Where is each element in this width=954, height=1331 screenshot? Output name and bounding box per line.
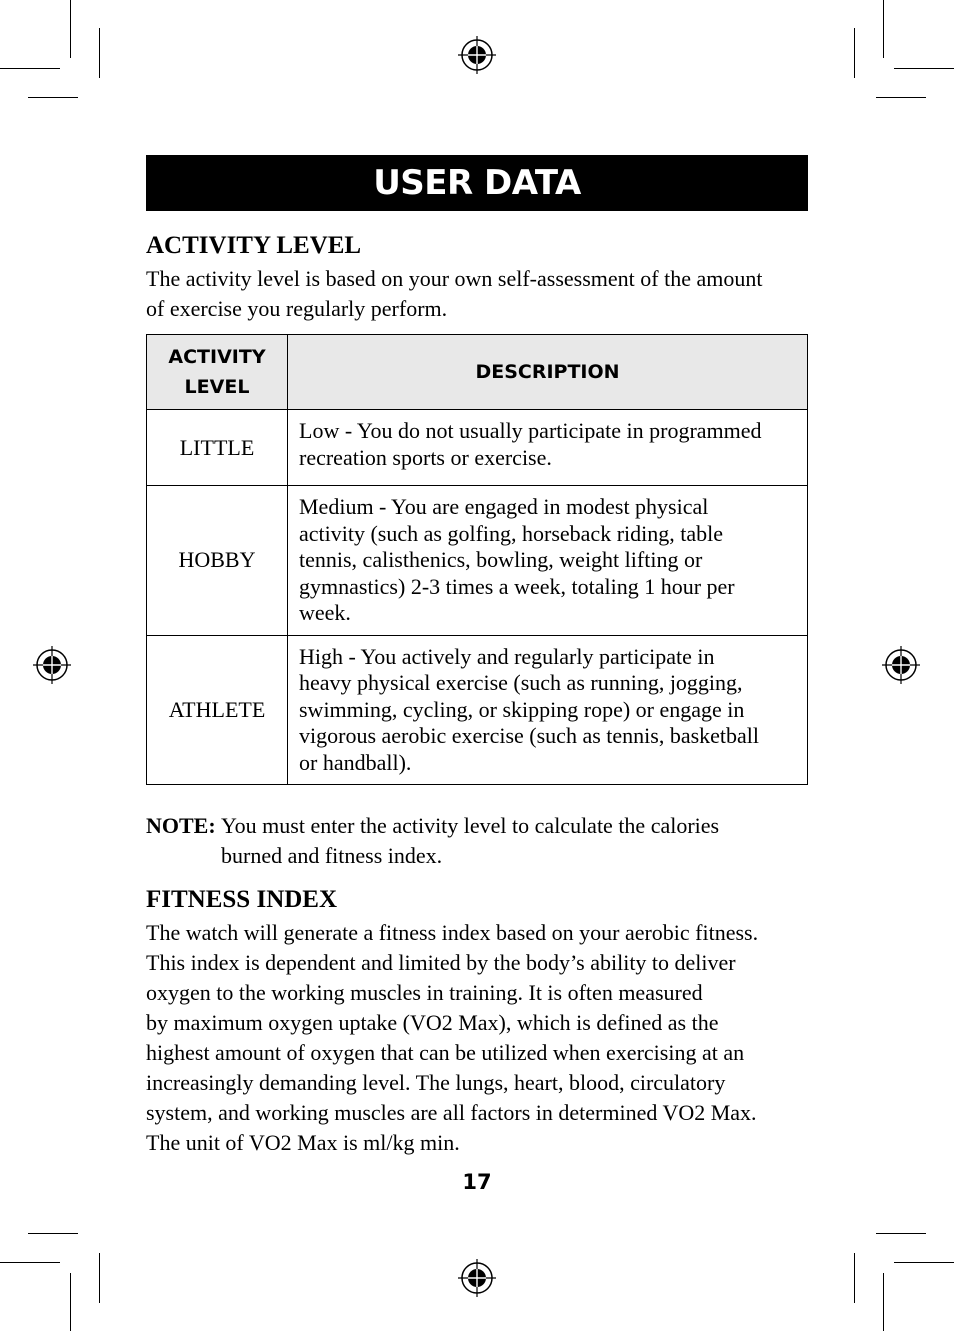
table-header-row xyxy=(147,335,808,410)
registration-mark-icon xyxy=(882,646,920,684)
description-line: High - You actively and regularly participate in xyxy=(299,643,715,669)
registration-mark-icon xyxy=(33,646,71,684)
crop-mark xyxy=(854,1253,855,1303)
crop-mark xyxy=(894,68,954,69)
page-number: 17 xyxy=(462,1170,492,1194)
activity-level-table xyxy=(146,334,808,785)
intro-line: The activity level is based on your own self-assessment of the amount xyxy=(146,266,763,291)
header-description: DESCRIPTION xyxy=(288,335,808,410)
crop-mark xyxy=(0,1262,60,1263)
description-line: recreation sports or exercise. xyxy=(299,444,552,470)
table-row xyxy=(147,635,808,785)
registration-mark-icon xyxy=(458,36,496,74)
note-text xyxy=(221,811,781,871)
body-line: oxygen to the working muscles in training. It is often measured xyxy=(146,980,703,1005)
description-line: Low - You do not usually participate in programmed xyxy=(299,418,762,443)
description-cell xyxy=(288,635,808,785)
activity-level-heading: ACTIVITY LEVEL xyxy=(146,232,362,259)
crop-mark xyxy=(883,0,884,58)
description-line: swimming, cycling, or skipping rope) or engage in xyxy=(299,696,745,722)
description-line: gymnastics) 2-3 times a week, totaling 1 hour per xyxy=(299,573,735,599)
crop-mark xyxy=(28,97,78,98)
crop-mark xyxy=(28,1233,78,1234)
body-line: increasingly demanding level. The lungs, heart, blood, circulatory xyxy=(146,1070,726,1095)
body-line: by maximum oxygen uptake (VO2 Max), which is defined as the xyxy=(146,1010,719,1035)
crop-mark xyxy=(99,28,100,78)
body-line: system, and working muscles are all factors in determined VO2 Max. xyxy=(146,1100,757,1125)
description-cell xyxy=(288,486,808,636)
body-line: The watch will generate a fitness index based on your aerobic fitness. xyxy=(146,920,759,945)
description-cell xyxy=(288,410,808,486)
note-label: NOTE: xyxy=(146,813,216,838)
description-line: tennis, calisthenics, bowling, weight lifting or xyxy=(299,547,703,572)
description-line: week. xyxy=(299,600,351,625)
crop-mark xyxy=(876,97,926,98)
note-line: burned and fitness index. xyxy=(221,843,443,868)
level-cell: HOBBY xyxy=(147,486,288,636)
body-line: The unit of VO2 Max is ml/kg min. xyxy=(146,1130,460,1155)
crop-mark xyxy=(894,1262,954,1263)
description-line: heavy physical exercise (such as running, jogging, xyxy=(299,670,743,695)
description-line: activity (such as golfing, horseback riding, table xyxy=(299,520,723,546)
crop-mark xyxy=(70,1273,71,1331)
page-title: USER DATA xyxy=(146,155,808,211)
crop-mark xyxy=(854,28,855,78)
table-row xyxy=(147,410,808,486)
header-activity-level xyxy=(147,335,288,410)
description-line: or handball). xyxy=(299,749,412,775)
fitness-index-heading: FITNESS INDEX xyxy=(146,886,338,913)
table-row xyxy=(147,486,808,636)
body-line: This index is dependent and limited by the body’s ability to deliver xyxy=(146,950,736,975)
intro-line: of exercise you regularly perform. xyxy=(146,296,448,321)
note-line: You must enter the activity level to calculate the calories xyxy=(221,813,720,838)
registration-mark-icon xyxy=(458,1259,496,1297)
description-line: Medium - You are engaged in modest physical xyxy=(299,494,709,519)
description-line: vigorous aerobic exercise (such as tennis, basketball xyxy=(299,723,760,748)
crop-mark xyxy=(0,68,60,69)
crop-mark xyxy=(99,1253,100,1303)
header-line: LEVEL xyxy=(184,376,250,398)
level-cell: LITTLE xyxy=(147,410,288,486)
crop-mark xyxy=(883,1273,884,1331)
body-line: highest amount of oxygen that can be utilized when exercising at an xyxy=(146,1040,745,1065)
crop-mark xyxy=(876,1233,926,1234)
level-cell: ATHLETE xyxy=(147,635,288,785)
fitness-index-body xyxy=(146,918,808,1158)
crop-mark xyxy=(70,0,71,58)
header-line: ACTIVITY xyxy=(168,346,266,368)
activity-intro xyxy=(146,264,808,324)
